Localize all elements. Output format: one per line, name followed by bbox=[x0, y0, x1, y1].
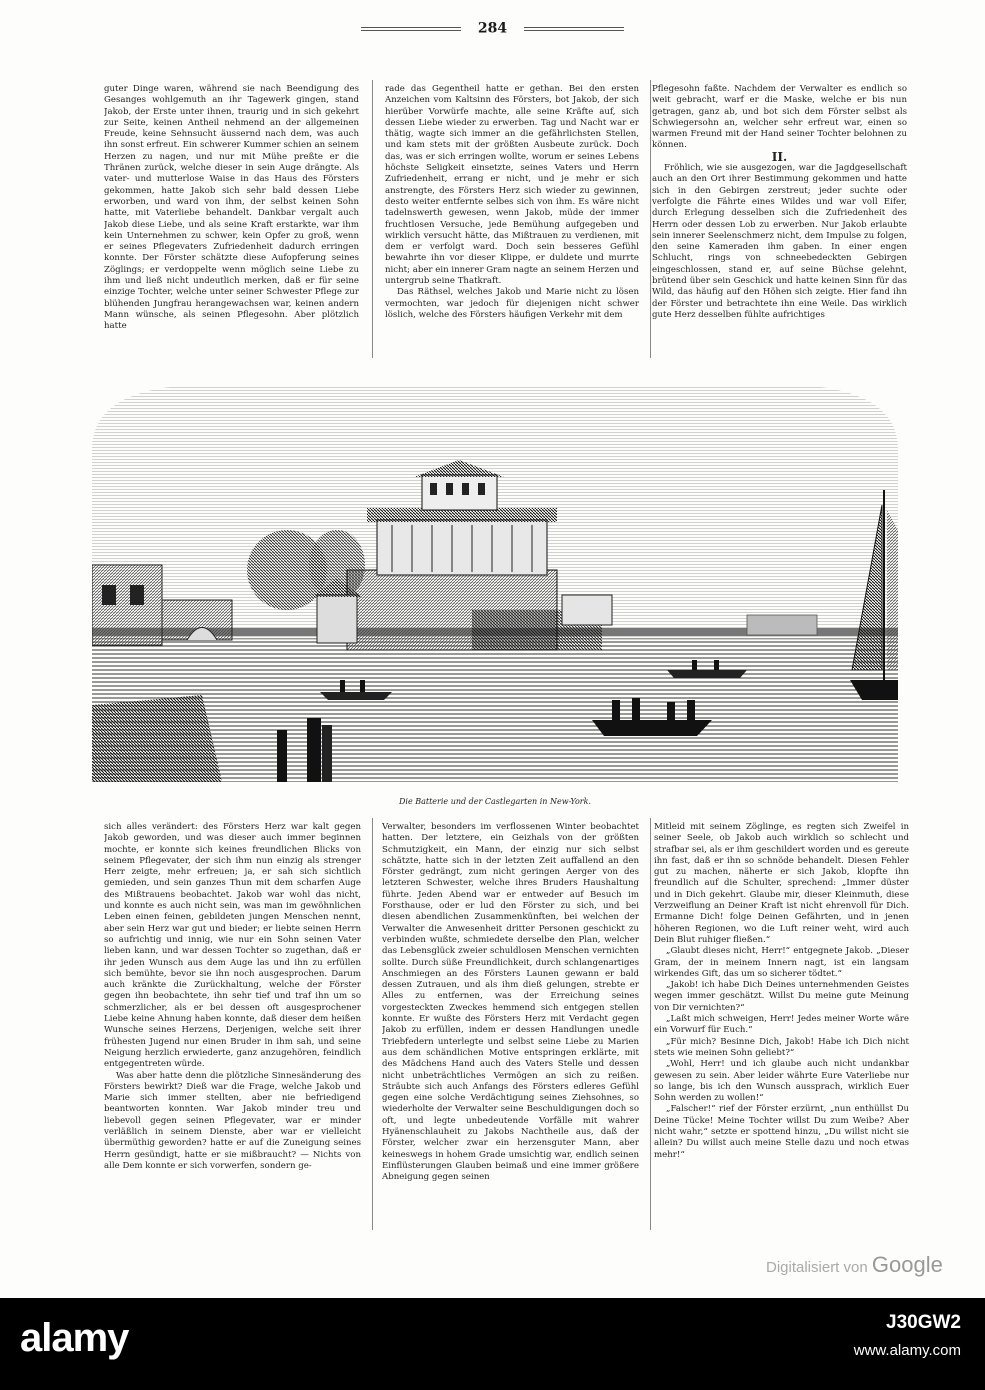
section-heading: II. bbox=[771, 149, 788, 164]
image-id: J30GW2 bbox=[886, 1312, 961, 1333]
paragraph: guter Dinge waren, während sie nach Beendigung des Gesanges wohlgemuth an ihr Tagewerk gingen, stand Jakob, der Erste unter ihnen, traurig und in sich gekehrt zur Seite, keinen Antheil nehmend an der allgemeinen Freude, keine Sehnsucht äussernd nach dem, was auch ihn sonst erfreut. Ein schwerer Kummer schien an seinem Herzen zu nagen, und nur mit Mühe preßte er die Thränen zurück, welche dieser in sein Auge drängte. Als vater- und mutterlose Waise in das Haus des Försters gekommen, hatte Jakob sich sehr bald dessen Liebe erworben, und ward von ihm, der selbst keinen Sohn hatte, mit Vaterliebe behandelt. Dankbar vergalt auch Jakob diese Liebe, und als seine Kraft erstarkte, war ihm kein Unternehmen zu schwer, kein Opfer zu groß, wenn er seines Pflegevaters Zufriedenheit dadurch erringen konnte. Der Förster schätzte diese Aufopferung seines Zöglings; er verdoppelte wenn möglich seine Liebe zu ihm und ließ nicht undeutlich merken, daß er für seine einzige Tochter, welche unter seiner Schwester Pflege zur blühenden Jungfrau herangewachsen war, keinen andern Mann wünsche, als seinen Pflegesohn. Aber plötzlich hatte bbox=[104, 84, 359, 332]
paragraph: Was aber hatte denn die plötzliche Sinnesänderung des Försters bewirkt? Dieß war die Frage, welche Jakob und Marie sich immer stellten, aber nie befriedigend beantworten konnten. War Jakob minder treu und liebevoll gegen seinen Pflegevater, war er minder verläßlich in seinem Dienste, aber war er vielleicht übermüthig geworden? hatte er auf die Zuneigung seines Herrn gesündigt, hatte er sie mißbraucht? — Nichts von alle Dem konnte er sich vorwerfen, sondern ge- bbox=[104, 1070, 361, 1171]
page-header bbox=[0, 18, 985, 37]
page-number: 284 bbox=[477, 20, 508, 37]
engraving-illustration bbox=[92, 380, 898, 782]
lower-column-1 bbox=[104, 822, 361, 1227]
paragraph: Verwalter, besonders im verflossenen Winter beobachtet hatten. Der letztere, ein Geizhals von der größten Schmutzigkeit, ein Mann, der einzig nur sich selbst schätzte, hatte sich in der letzten Zeit auffallend an den Förster gedrängt, zum nicht geringen Aerger von des letzteren Schwester, welche ihres Bruders Haushaltung führte. Jeden Abend war er entweder auf Besuch im Forsthause, oder er lud den Förster zu sich, und bei diesen abendlichen Zusammenkünften, bei welchen der Verwalter die Anwesenheit dritter Personen geschickt zu verbinden wußte, schmiedete derselbe den Plan, welcher das Lebensglück zweier schuldlosen Menschen vernichten sollte. Durch süße Freundlichkeit, durch schlangenartiges Anschmiegen an des Försters Launen gewann er bald dessen Zutrauen, und als ihm dieß gelungen, strebte er Alles zu entfernen, was der Erreichung seines vorgesteckten Zweckes hemmend sich entgegen stellen konnte. Er wußte des Försters Herz mit Verdacht gegen Jakob zu erfüllen, indem er dessen Handlungen unedle Triebfedern unterlegte und selbst seine Liebe zu Marien aus dem schändlichen Motive entspringen erklärte, mit des Mädchens Hand auch des Vaters Stelle und dessen nicht unbeträchtliches Vermögen an sich zu reißen. Sträubte sich auch Anfangs des Försters edleres Gefühl gegen eine solche Verdächtigung seines Ziehsohnes, so wiederholte der Verwalter seine Beschuldigungen doch so oft, und legte unbedeutende Vorfälle mit wahrer Hyänenschlauheit zu Jakobs Nachtheile aus, daß der Förster, welcher zwar ein herzensguter Mann, aber keineswegs in hohem Grade umsichtig war, endlich seinen Einflüsterungen Glauben beimaß und eine immer größere Abneigung gegen seinen bbox=[382, 822, 639, 1183]
upper-column-3 bbox=[652, 84, 907, 354]
distant-fort bbox=[747, 615, 817, 635]
paragraph: Fröhlich, wie sie ausgezogen, war die Jagdgesellschaft auch an den Ort ihrer Bestimmung gekommen und hatte sich in den Gebirgen zerstreut; jeder suchte oder verfolgte die Fährte eines Wildes und war voll Eifer, durch Erlegung desselben sich die Zufriedenheit des Herrn oder dessen Lob zu erwerben. Nur Jakob erlaubte sein innerer Seelenschmerz nicht, dem Impulse zu folgen, den seine Kameraden ihm gaben. In einer engen Schlucht, rings von schneebedeckten Gebirgen eingeschlossen, stand er, auf seine Büchse gelehnt, brütend über sein Geschick und hatte keinen Sinn für das Wild, das häufig auf den Höhen sich zeigte. Hier fand ihn der Förster und betrachtete ihn eine Weile. Das wirklich gute Herz desselben fühlte aufrichtiges bbox=[652, 163, 907, 320]
rowboat-center bbox=[320, 692, 392, 700]
paragraph: Mitleid mit seinem Zöglinge, es regten sich Zweifel in seiner Seele, ob Jakob auch wirklich so schlecht und strafbar sei, als er ihm geschildert worden und es gereute ihn fast, daß er ihn so schnöde behandelt. Diesen Fehler gut zu machen, näherte er sich Jakob, klopfte ihn freundlich auf die Schulter, sprechend: „Immer düster und in Dich gekehrt. Glaube mir, dieser Kleinmuth, diese Verzweiflung an Deiner Kraft ist nicht ehrenvoll für Dich. Ermanne Dich! folge Deinen Gefährten, und in jenen höheren Regionen, wo die Luft reiner weht, wird auch Dein Blut ruhiger fließen.“ bbox=[654, 822, 909, 945]
piling bbox=[322, 725, 332, 782]
column-rule bbox=[372, 818, 373, 1230]
paragraph: „Laßt mich schweigen, Herr! Jedes meiner Worte wäre ein Vorwurf für Euch.“ bbox=[654, 1014, 909, 1036]
paragraph: „Glaubt dieses nicht, Herr!“ entgegnete Jakob. „Dieser Gram, der in meinem Innern nagt, ist ein langsam wirkendes Gift, das um so sicherer tödtet.“ bbox=[654, 946, 909, 979]
rowboat-right bbox=[667, 670, 747, 678]
digitized-by-note bbox=[766, 1252, 943, 1278]
watermark-url: www.alamy.com bbox=[853, 1342, 961, 1359]
header-ornament-left bbox=[361, 27, 461, 31]
rowboat-front bbox=[592, 720, 712, 736]
paragraph: „Für mich? Besinne Dich, Jakob! Habe ich Dich nicht stets wie meinen Sohn geliebt?“ bbox=[654, 1036, 909, 1058]
column-rule bbox=[372, 80, 373, 358]
stock-watermark-bar bbox=[0, 1298, 985, 1390]
upper-column-2 bbox=[385, 84, 639, 354]
paragraph: „Falscher!“ rief der Förster erzürnt, „nun enthüllst Du Deine Tücke! Meine Tochter willst Du zum Weibe? Aber nicht wahr,“ setzte er spottend hinzu, „Du willst nicht sie allein? Du willst auch meine Stelle dazu und noch etwas mehr!“ bbox=[654, 1104, 909, 1160]
illustration-caption: Die Batterie und der Castlegarten in New-York. bbox=[398, 797, 592, 806]
header-ornament-right bbox=[524, 27, 624, 31]
lower-column-3 bbox=[654, 822, 909, 1227]
column-rule bbox=[650, 818, 651, 1230]
side-house bbox=[317, 595, 357, 643]
paragraph: „Jakob! ich habe Dich Deines unternehmenden Geistes wegen immer geschätzt. Willst Du meine gute Meinung von Dir vernichten?“ bbox=[654, 980, 909, 1013]
paragraph: Das Räthsel, welches Jakob und Marie nicht zu lösen vermochten, war jedoch für diejenigen nicht schwer löslich, welche des Försters häufigen Verkehr mit dem bbox=[385, 287, 639, 320]
digitized-prefix: Digitalisiert von bbox=[766, 1259, 868, 1276]
paragraph: „Wohl, Herr! und ich glaube auch nicht undankbar gewesen zu sein. Aber leider währte Eure Vaterliebe nur so lange, bis ich den Wunsch aussprach, wirklich Euer Sohn werden zu wollen!“ bbox=[654, 1059, 909, 1104]
lower-column-2 bbox=[382, 822, 639, 1227]
castle-garden-upper bbox=[377, 520, 547, 575]
column-rule bbox=[650, 80, 651, 358]
upper-column-1 bbox=[104, 84, 359, 354]
paragraph: rade das Gegentheil hatte er gethan. Bei den ersten Anzeichen vom Kaltsinn des Försters, bot Jakob, der sich hierüber Vorwürfe machte, alle seine Kräfte auf, sich dessen Liebe wieder zu erwerben. Tag und Nacht war er thätig, wagte sich immer an die gefährlichsten Stellen, und kam stets mit der größten Ausbeute zurück. Doch das, was er sich erringen wollte, worum er seines Lebens höchste Seligkeit einsetzte, seines Vaters und Herrn Zufriedenheit, errang er nicht, und je mehr er sich anstrengte, des Försters Herz sich wieder zu gewinnen, desto weiter entfernte selbes sich von ihm. Es wäre nicht tadelnswerth gewesen, wenn Jakob, müde der immer fruchtlosen Versuche, jede Bemühung aufgegeben und wirklich versucht hätte, das Mißtrauen zu verdienen, mit dem er verfolgt ward. Doch sein besseres Gefühl bewahrte ihn vor dieser Klippe, er duldete und murrte nicht; aber ein innerer Gram nagte an seinem Herzen und untergrub seine Thatkraft. bbox=[385, 84, 639, 287]
paragraph: Pflegesohn faßte. Nachdem der Verwalter es endlich so weit gebracht, warf er die Maske, welche er bis nun getragen, ganz ab, und bot sich dem Förster selbst als Schwiegersohn an, welcher sehr erfreut war, einen so warmen Freund mit der Hand seiner Tochter belohnen zu können. bbox=[652, 84, 907, 151]
harbor-scene bbox=[92, 380, 898, 782]
alamy-logo: alamy bbox=[20, 1316, 129, 1360]
paragraph: sich alles verändert: des Försters Herz war kalt gegen Jakob geworden, und was dieser auch immer beginnen mochte, er konnte sich keines freundlichen Blicks von seinem Pflegevater, der sich ihm nun einzig als strenger Herr zeigte, mehr erfreuen; ja, er sah sich sichtlich gemieden, und sein ganzes Thun mit dem scharfen Auge des Mißtrauens beobachtet. Jakob war wohl das nicht, und konnte es auch nicht sein, was man im gewöhnlichen Leben einen feinen, gebildeten jungen Menschen nennt, aber sein Herz war gut und bieder; er liebte seinen Herrn so aufrichtig und innig, wie nur ein Sohn seinen Vater lieben kann, und war dessen Tochter so zugethan, daß er ihr jeden Wunsch aus dem Auge las und ihn zu erfüllen sich bemühte, bevor sie ihn noch ausgesprochen. Darum auch kränkte die Zurückhaltung, welche der Förster gegen ihn beobachtete, ihn sehr tief und traf ihn um so schmerzlicher, als er bei dessen oft ausgesprochener Liebe keine Ahnung haben konnte, daß dieser dem heißen Wunsche seines Herzens, Derjenigen, welche seit ihrer frühesten Jugend nur einen Bruder in ihm sah, und seine Neigung herzlich erwiederte, ganz anzugehören, feindlich entgegentreten würde. bbox=[104, 822, 361, 1070]
piling bbox=[307, 718, 321, 782]
foreground-pier bbox=[92, 695, 222, 782]
google-logo: Google bbox=[871, 1252, 943, 1277]
piling bbox=[277, 730, 287, 782]
